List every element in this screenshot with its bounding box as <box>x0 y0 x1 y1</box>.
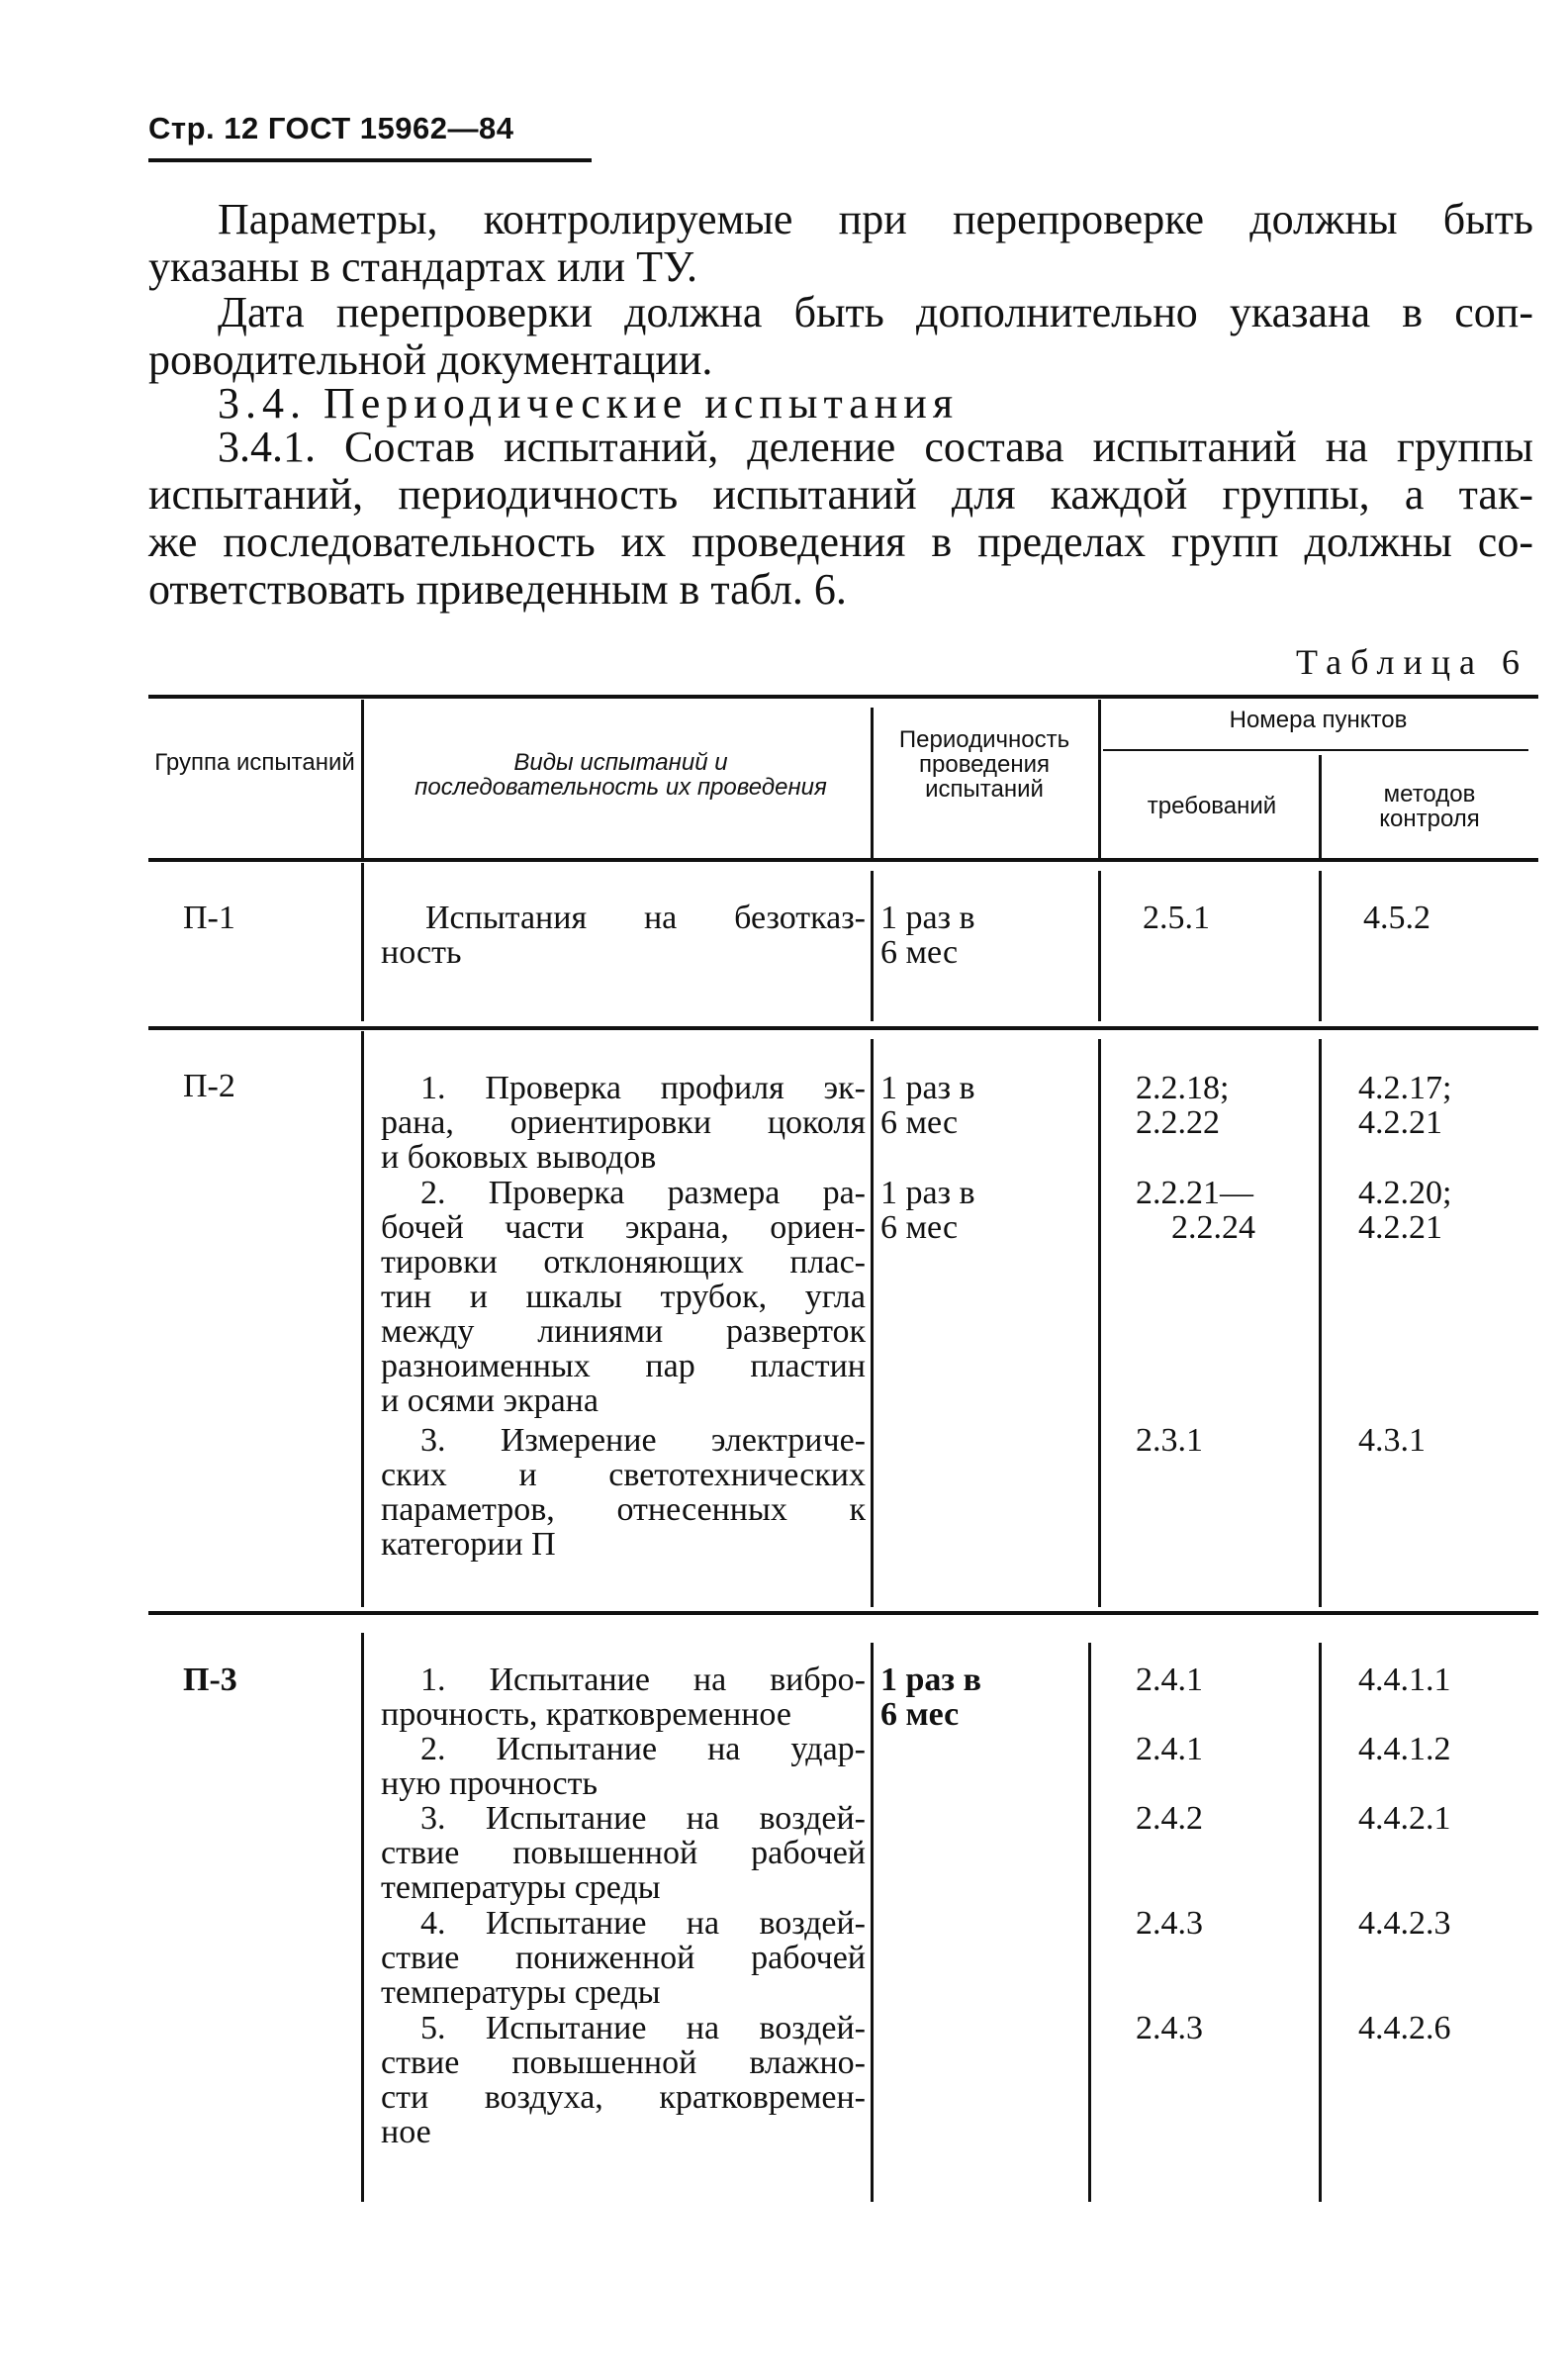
method-ref: 4.4.2.3 <box>1358 1905 1451 1942</box>
column-rule <box>871 1643 874 2202</box>
column-rule <box>1319 755 1322 858</box>
header-requirements: требований <box>1147 793 1277 819</box>
group-separator <box>148 1611 1538 1615</box>
test-description: 5. Испытание на воздей- ствие повышенной влажно- сти воздуха, кратковремен- ное <box>381 2010 866 2150</box>
requirement-ref: 2.4.1 <box>1136 1662 1203 1698</box>
requirement-ref: 2.4.3 <box>1136 2010 1203 2046</box>
requirement-ref: 2.4.2 <box>1136 1800 1203 1837</box>
group-name: П-3 <box>183 1662 237 1698</box>
paragraph-1 <box>148 196 1533 291</box>
header-bottom-rule <box>148 858 1538 862</box>
paragraph-line: роводительной документации. <box>148 335 713 384</box>
header-types: Виды испытаний и последовательность их проведения <box>415 749 827 801</box>
column-rule <box>1319 871 1322 1021</box>
column-rule <box>361 1031 364 1607</box>
method-ref: 4.4.1.1 <box>1358 1662 1451 1698</box>
test-period: 1 раз в 6 мес <box>880 1175 975 1246</box>
paragraph-line: Дата перепроверки должна быть дополнительно указана в соп- <box>218 288 1533 336</box>
test-description: 2. Испытание на удар- ную прочность <box>381 1731 866 1802</box>
paragraph-line: Параметры, контролируемые при перепроверке должны быть <box>218 195 1533 243</box>
header-rule <box>148 158 592 162</box>
method-ref: 4.3.1 <box>1358 1422 1426 1459</box>
test-description: Испытания на безотказ- ность <box>381 900 866 971</box>
group-name: П-1 <box>183 900 235 936</box>
column-rule <box>361 863 364 1021</box>
requirement-ref: 2.2.21— 2.2.24 <box>1136 1175 1255 1246</box>
requirement-ref: 2.4.3 <box>1136 1905 1203 1942</box>
test-description: 3. Измерение электриче- ских и светотехнических параметров, отнесенных к категории П <box>381 1422 866 1563</box>
page-header: Стр. 12 ГОСТ 15962—84 <box>148 111 514 145</box>
column-rule <box>1319 1039 1322 1607</box>
column-rule <box>871 871 874 1021</box>
paragraph-2 <box>148 289 1533 384</box>
method-ref: 4.5.2 <box>1363 900 1430 936</box>
test-description: 4. Испытание на воздей- ствие пониженной рабочей температуры среды <box>381 1905 866 2011</box>
method-ref: 4.4.1.2 <box>1358 1731 1451 1767</box>
paragraph-line: же последовательность их проведения в пределах групп должны со- <box>148 518 1533 566</box>
column-rule <box>871 1039 874 1607</box>
group-name: П-2 <box>183 1068 235 1104</box>
column-rule <box>1319 1643 1322 2202</box>
table-caption: Таблица 6 <box>1296 642 1528 682</box>
test-description: 2. Проверка размера ра- бочей части экрана, ориен- тировки отклоняющих плас- тин и шкалы трубок, угла между линиями разверток разноименных пар пластин и осями экрана <box>381 1175 866 1419</box>
header-period: Периодичность проведения испытаний <box>898 726 1070 803</box>
paragraph-line: указаны в стандартах или ТУ. <box>148 242 697 291</box>
method-ref: 4.4.2.1 <box>1358 1800 1451 1837</box>
test-period: 1 раз в 6 мес <box>880 1662 981 1733</box>
requirement-ref: 2.5.1 <box>1143 900 1210 936</box>
paragraph-line: испытаний, периодичность испытаний для каждой группы, а так- <box>148 470 1533 519</box>
table-top-rule <box>148 695 1538 699</box>
column-rule <box>1088 1643 1091 2202</box>
method-ref: 4.2.17; 4.2.21 <box>1358 1070 1452 1141</box>
column-rule <box>361 1633 364 2202</box>
group-separator <box>148 1026 1538 1030</box>
test-period: 1 раз в 6 мес <box>880 1070 975 1141</box>
test-description: 1. Испытание на вибро- прочность, кратковременное <box>381 1662 866 1733</box>
column-rule <box>871 708 874 858</box>
test-description: 1. Проверка профиля эк- рана, ориентировки цоколя и боковых выводов <box>381 1070 866 1176</box>
paragraph-line: ответствовать приведенным в табл. 6. <box>148 565 847 614</box>
column-rule <box>361 700 364 858</box>
method-ref: 4.4.2.6 <box>1358 2010 1451 2046</box>
requirement-ref: 2.2.18; 2.2.22 <box>1136 1070 1230 1141</box>
section-title: 3.4. Периодические испытания <box>218 379 960 428</box>
paragraph-3 <box>148 424 1533 614</box>
requirement-ref: 2.3.1 <box>1136 1422 1203 1459</box>
column-rule <box>1098 871 1101 1021</box>
column-rule <box>1098 1039 1101 1607</box>
column-rule <box>1098 700 1101 858</box>
header-group: Группа испытаний <box>154 749 355 776</box>
paragraph-line: 3.4.1. Состав испытаний, деление состава испытаний на группы <box>218 423 1533 471</box>
method-ref: 4.2.20; 4.2.21 <box>1358 1175 1452 1246</box>
header-numbers: Номера пунктов <box>1229 707 1408 733</box>
requirement-ref: 2.4.1 <box>1136 1731 1203 1767</box>
subheader-rule <box>1103 749 1528 751</box>
test-period: 1 раз в 6 мес <box>880 900 975 971</box>
header-methods: методов контроля <box>1379 781 1480 832</box>
test-description: 3. Испытание на воздей- ствие повышенной рабочей температуры среды <box>381 1800 866 1906</box>
